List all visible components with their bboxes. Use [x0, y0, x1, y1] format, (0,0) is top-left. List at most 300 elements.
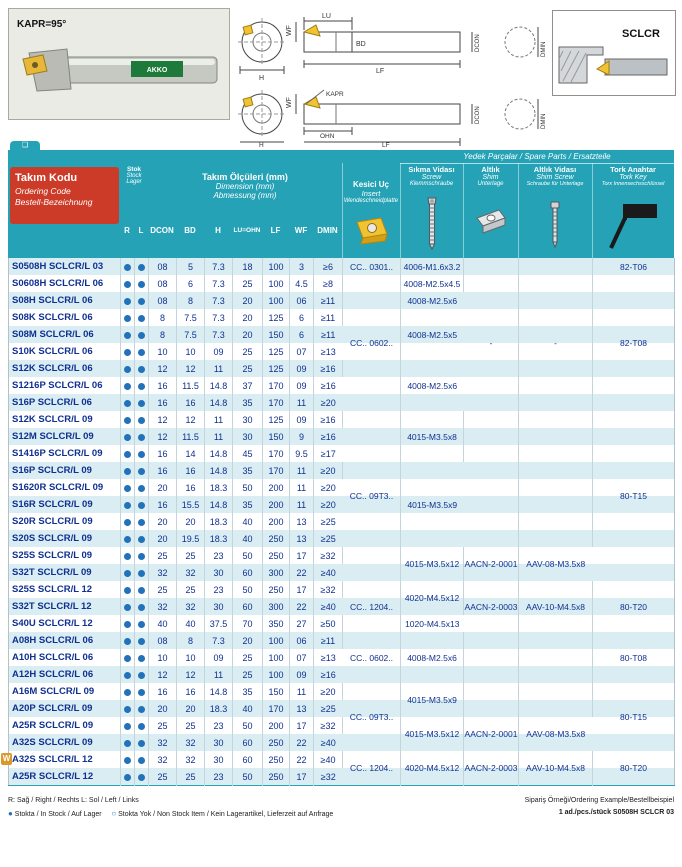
- dim-lf: 125: [263, 411, 290, 428]
- stock-dot: [138, 638, 145, 645]
- stock-dot: [124, 502, 131, 509]
- shim-cell: [464, 258, 519, 275]
- col-dmin: DMIN: [317, 226, 338, 235]
- stock-cell-l: [135, 343, 149, 360]
- tool-photo: [9, 9, 227, 117]
- dim-bd: 12: [177, 360, 205, 377]
- shim-cell: AACN-2-0003: [464, 581, 519, 632]
- screw-cell: 4008-M2.5x5: [407, 329, 458, 340]
- dim-dcon: 8: [149, 326, 177, 343]
- dim-dcon-bottom: DCON: [475, 106, 481, 124]
- table-row: [9, 717, 675, 734]
- dim-h-bottom: H: [259, 142, 264, 148]
- dim-wf: 11: [290, 479, 314, 496]
- dim-h: 11: [205, 428, 233, 445]
- tork-cell: 82-T08: [620, 338, 647, 348]
- stock-dot: [138, 281, 145, 288]
- dim-bd: 11.5: [177, 377, 205, 394]
- ordering-code-tr: Takım Kodu: [15, 172, 78, 184]
- dim-lu: 50: [233, 547, 263, 564]
- tool-code: A10H SCLCR/L 06: [9, 649, 121, 666]
- dim-dcon: 32: [149, 734, 177, 751]
- dim-lf: 170: [263, 462, 290, 479]
- tool-code: S40U SCLCR/L 12: [9, 615, 121, 632]
- stock-dot: [124, 383, 131, 390]
- dim-lf: 150: [263, 326, 290, 343]
- dim-dmin: ≥20: [320, 397, 336, 408]
- stock-cell-r: [121, 394, 135, 411]
- dim-dcon: 32: [149, 598, 177, 615]
- dim-bd: 32: [177, 751, 205, 768]
- dim-h: 14.8: [205, 394, 233, 411]
- insert-cell: CC.. 09T3..: [343, 683, 401, 751]
- stock-cell-l: [135, 564, 149, 581]
- dim-lu: 35: [233, 394, 263, 411]
- tool-code: S08M SCLCR/L 06: [9, 326, 121, 343]
- dim-lf: 100: [263, 649, 290, 666]
- dim-lu: 40: [233, 700, 263, 717]
- dim-wf: 13: [290, 700, 314, 717]
- dim-lu: 50: [233, 717, 263, 734]
- dim-bd: 7.5: [177, 326, 205, 343]
- screw-cell: 4015-M3.5x8: [401, 411, 464, 462]
- dim-bd: 6: [177, 275, 205, 292]
- dim-dcon: 16: [149, 377, 177, 394]
- dim-lf: 150: [263, 428, 290, 445]
- stock-dot: [138, 672, 145, 679]
- dim-dmin: ≥16: [314, 360, 343, 377]
- stock-dot: [138, 315, 145, 322]
- dim-lu: 30: [233, 411, 263, 428]
- shimscrew-cell: AAV-08-M3.5x8: [526, 559, 586, 569]
- dim-wf: 17: [290, 547, 314, 564]
- stock-dot: [138, 366, 145, 373]
- dim-dcon: 20: [149, 700, 177, 717]
- stock-dot: [124, 774, 131, 781]
- tool-code: S08H SCLCR/L 06: [9, 292, 121, 309]
- insert-cell: CC.. 1204..: [343, 581, 401, 632]
- stock-dot: [124, 519, 131, 526]
- dim-dcon: 25: [149, 547, 177, 564]
- dim-wf: 13: [290, 530, 314, 547]
- dim-h: 11: [205, 360, 233, 377]
- dim-lu: 18: [233, 258, 263, 275]
- screw-header: Sıkma Vidası Screw Klemmschraube: [408, 165, 455, 187]
- tool-code: S16R SCLCR/L 09: [9, 496, 121, 513]
- stock-dot: [138, 621, 145, 628]
- tool-code: A12H SCLCR/L 06: [9, 666, 121, 683]
- dim-lf: 170: [263, 377, 290, 394]
- stock-dot: [124, 621, 131, 628]
- dim-dmin: ≥20: [320, 499, 336, 510]
- stock-dot: [138, 332, 145, 339]
- dim-dcon: 08: [149, 632, 177, 649]
- dim-bd: 7.5: [177, 309, 205, 326]
- page-icon: ❏: [21, 142, 29, 149]
- dim-lf: 300: [263, 564, 290, 581]
- screw-cell: 1020-M4.5x13: [405, 618, 460, 629]
- dim-lf: 125: [263, 343, 290, 360]
- dim-wf: 09: [290, 360, 314, 377]
- shim-cell: AACN-2-0003: [464, 751, 519, 786]
- stock-cell-r: [121, 360, 135, 377]
- stock-dot: [124, 451, 131, 458]
- stock-dot: [124, 587, 131, 594]
- dim-wf: 22: [290, 734, 314, 751]
- stock-cell-r: [121, 479, 135, 496]
- dim-h: 09: [205, 343, 233, 360]
- tool-code: A16M SCLCR/L 09: [9, 683, 121, 700]
- stock-cell-r: [121, 530, 135, 547]
- stock-dot: [124, 706, 131, 713]
- dim-bd: 15.5: [177, 496, 205, 513]
- insert-header: Kesici Uç Insert Wendeschneidplatte: [343, 180, 399, 204]
- sclcr-label: SCLCR: [622, 28, 660, 40]
- stock-cell-l: [135, 394, 149, 411]
- stock-dot: [138, 417, 145, 424]
- tool-code: A08H SCLCR/L 06: [9, 632, 121, 649]
- stock-cell-r: [121, 683, 135, 700]
- tork-cell: 80-T15: [620, 712, 647, 722]
- dim-wf: 9.5: [290, 445, 314, 462]
- tool-code: S0508H SCLCR/L 03: [9, 258, 121, 275]
- dim-lu: 35: [233, 496, 263, 513]
- dim-lu: 20: [233, 632, 263, 649]
- stock-cell-r: [121, 547, 135, 564]
- stock-dot: [138, 400, 145, 407]
- dim-wf: 13: [290, 513, 314, 530]
- stock-cell-r: [121, 632, 135, 649]
- stock-cell-l: [135, 666, 149, 683]
- dim-bd: 19.5: [177, 530, 205, 547]
- dim-lu: 25: [233, 666, 263, 683]
- stock-dot: [124, 757, 131, 764]
- tork-cell: 80-T08: [620, 652, 647, 663]
- dim-lu: 45: [233, 445, 263, 462]
- dim-dcon: 20: [149, 479, 177, 496]
- dim-h: 11: [205, 411, 233, 428]
- insert-cell: CC.. 09T3..: [343, 411, 401, 581]
- dim-lu: 40: [233, 513, 263, 530]
- stock-cell-l: [135, 309, 149, 326]
- dim-lf: 150: [263, 683, 290, 700]
- dim-lu: 20: [233, 326, 263, 343]
- stock-dot: [124, 332, 131, 339]
- table-row: [9, 632, 675, 649]
- dim-lf: 250: [263, 768, 290, 786]
- dim-bd: 12: [177, 666, 205, 683]
- stock-legend: [8, 809, 333, 818]
- dim-wf: 11: [290, 683, 314, 700]
- insert-cell: CC.. 0301..: [343, 258, 401, 275]
- dim-lf: 250: [263, 734, 290, 751]
- table-header: [8, 142, 674, 258]
- dim-lf: 170: [263, 394, 290, 411]
- dim-h: 14.8: [205, 462, 233, 479]
- stock-cell-r: [121, 751, 135, 768]
- dim-lu: 60: [233, 598, 263, 615]
- dim-lu: 25: [233, 360, 263, 377]
- w-badge: W: [2, 754, 11, 763]
- dim-lf: 100: [263, 666, 290, 683]
- dim-dmin: ≥32: [320, 771, 336, 782]
- screw-cell: 4020-M4.5x12: [401, 581, 464, 615]
- stock-cell-l: [135, 768, 149, 786]
- dim-dcon: 16: [149, 496, 177, 513]
- dim-h: 7.3: [205, 258, 233, 275]
- dim-wf: 11: [290, 394, 314, 411]
- dim-bd: 32: [177, 734, 205, 751]
- dim-lf: 100: [263, 258, 290, 275]
- stock-dot: [138, 570, 145, 577]
- dim-bd: 16: [177, 462, 205, 479]
- dim-dcon: 08: [149, 275, 177, 292]
- dim-h: 23: [205, 717, 233, 734]
- tool-code: S16P SCLCR/L 06: [9, 394, 121, 411]
- dim-dmin: ≥40: [320, 567, 336, 578]
- dim-wf: 17: [290, 581, 314, 598]
- dim-dmin: ≥11: [321, 329, 336, 340]
- stock-cell-r: [121, 598, 135, 615]
- stock-cell-r: [121, 496, 135, 513]
- dim-wf: 22: [290, 564, 314, 581]
- dim-dcon: 16: [149, 394, 177, 411]
- stock-cell-l: [135, 496, 149, 513]
- screw-cell: 4015-M3.5x12: [401, 717, 464, 751]
- tool-code: S12K SCLCR/L 09: [9, 411, 121, 428]
- dim-lf: 250: [263, 547, 290, 564]
- stock-dot: [124, 553, 131, 560]
- dim-dmin: ≥20: [314, 683, 343, 700]
- ordering-code-header: [10, 167, 119, 224]
- tool-code: S25S SCLCR/L 09: [9, 547, 121, 564]
- dim-bd: 32: [177, 598, 205, 615]
- tork-key-icon: [592, 198, 674, 257]
- ordering-code-de: Bestell-Bezeichnung: [15, 197, 93, 208]
- dim-h: 23: [205, 581, 233, 598]
- dim-bd: 20: [177, 513, 205, 530]
- stock-dot: [138, 502, 145, 509]
- dim-dcon: 32: [149, 751, 177, 768]
- stock-header: Stok Stock Lager: [126, 166, 142, 185]
- stock-cell-l: [135, 292, 149, 309]
- dim-bd: 5: [177, 258, 205, 275]
- shimscrew-cell: [519, 411, 593, 547]
- in-stock-label: Stokta / In Stock / Auf Lager: [14, 811, 102, 818]
- dim-dcon: 20: [149, 513, 177, 530]
- dim-dmin: ≥32: [314, 717, 343, 734]
- dim-lf: 250: [263, 751, 290, 768]
- stock-dot: [138, 434, 145, 441]
- stock-cell-l: [135, 581, 149, 598]
- tool-code: A32S SCLCR/L 09: [9, 734, 121, 751]
- stock-dot: [138, 468, 145, 475]
- screw-cell: 4015-M3.5x9: [401, 683, 464, 717]
- dim-wf: 06: [290, 632, 314, 649]
- stock-cell-l: [135, 360, 149, 377]
- dim-dmin: ≥20: [320, 482, 336, 493]
- stock-cell-r: [121, 309, 135, 326]
- stock-dot: [138, 553, 145, 560]
- stock-cell-r: [121, 377, 135, 394]
- stock-cell-l: [135, 445, 149, 462]
- dim-lu: 60: [233, 751, 263, 768]
- dim-lf: 350: [263, 615, 290, 632]
- dim-dmin: ≥32: [314, 581, 343, 598]
- dim-wf: 17: [290, 768, 314, 786]
- stock-dot: [124, 349, 131, 356]
- col-bd: BD: [184, 226, 196, 235]
- dim-h: 18.3: [205, 700, 233, 717]
- stock-dot: [138, 723, 145, 730]
- dim-bd: BD: [356, 41, 366, 48]
- shim-screw-icon: [518, 200, 592, 255]
- dim-lf: 250: [263, 581, 290, 598]
- table-row: [9, 547, 675, 564]
- dim-h: 14.8: [205, 445, 233, 462]
- col-r: R: [124, 226, 130, 235]
- stock-cell-r: [121, 734, 135, 751]
- stock-dot: [138, 485, 145, 492]
- stock-cell-l: [135, 275, 149, 292]
- dim-bd: 25: [177, 581, 205, 598]
- dim-bd: 14: [177, 445, 205, 462]
- shimscrew-cell: [519, 632, 593, 717]
- dim-dcon: 08: [149, 292, 177, 309]
- dim-lf: 100: [263, 292, 290, 309]
- screw-cell: 4008-M2.5x6: [407, 295, 458, 306]
- stock-dot: [124, 298, 131, 305]
- tork-cell: 80-T20: [620, 763, 647, 773]
- stock-dot: [138, 519, 145, 526]
- shim-cell: -: [464, 275, 519, 411]
- dim-dcon-top: DCON: [475, 34, 481, 52]
- stock-cell-l: [135, 547, 149, 564]
- stock-cell-l: [135, 649, 149, 666]
- tool-code: S10K SCLCR/L 06: [9, 343, 121, 360]
- dim-bd: 16: [177, 394, 205, 411]
- brand-label: AKKO: [146, 67, 168, 74]
- stock-cell-l: [135, 479, 149, 496]
- dim-h: 18.3: [205, 513, 233, 530]
- dim-dcon: 8: [149, 309, 177, 326]
- dim-lf: 200: [263, 513, 290, 530]
- spare-parts-banner: Yedek Parçalar / Spare Parts / Ersatzteile: [400, 150, 674, 164]
- dim-dcon: 25: [149, 768, 177, 786]
- shimscrew-cell: -: [519, 275, 593, 411]
- dim-dmin: ≥40: [320, 737, 336, 748]
- stock-dot: [124, 536, 131, 543]
- dim-lf: 200: [263, 717, 290, 734]
- dim-lf: 170: [263, 445, 290, 462]
- dim-lf: 100: [263, 275, 290, 292]
- dim-dcon: 20: [149, 530, 177, 547]
- dim-dmin: ≥20: [314, 462, 343, 479]
- stock-cell-l: [135, 683, 149, 700]
- col-lu-ohn: LU=OHN: [233, 227, 261, 234]
- shim-cell: AACN-2-0001: [464, 717, 519, 751]
- stock-dot: [138, 655, 145, 662]
- screw-icon: [400, 196, 463, 257]
- stock-cell-r: [121, 513, 135, 530]
- stock-cell-l: [135, 598, 149, 615]
- stock-dot: [138, 383, 145, 390]
- dim-dcon: 16: [149, 445, 177, 462]
- stock-cell-l: [135, 258, 149, 275]
- dim-lu: 50: [233, 581, 263, 598]
- dim-lf-bottom: LF: [382, 142, 390, 148]
- dim-lu: 50: [233, 768, 263, 786]
- stock-cell-l: [135, 462, 149, 479]
- tork-cell: 80-T15: [620, 491, 647, 501]
- dim-dcon: 16: [149, 683, 177, 700]
- ordering-code-en: Ordering Code: [15, 185, 71, 196]
- dim-lf: 100: [263, 632, 290, 649]
- screw-cell: 4008-M2.5x6: [407, 380, 458, 391]
- dim-wf: 09: [290, 377, 314, 394]
- screw-cell: 4006-M1.6x3.2: [401, 258, 464, 275]
- dim-wf: 07: [290, 343, 314, 360]
- stock-dot: [124, 655, 131, 662]
- catalog-table-body: [2, 258, 675, 786]
- stock-dot: [124, 604, 131, 611]
- tool-photo-box: [8, 8, 230, 120]
- stock-dot: [124, 723, 131, 730]
- dim-h: 18.3: [205, 479, 233, 496]
- stock-dot: [124, 638, 131, 645]
- stock-cell-r: [121, 700, 135, 717]
- dim-dcon: 10: [149, 343, 177, 360]
- stock-dot: [124, 740, 131, 747]
- stock-cell-l: [135, 428, 149, 445]
- dim-wf: 27: [290, 615, 314, 632]
- dim-h: 23: [205, 768, 233, 786]
- dim-lu: 70: [233, 615, 263, 632]
- tool-code: S08K SCLCR/L 06: [9, 309, 121, 326]
- tool-code: S12K SCLCR/L 06: [9, 360, 121, 377]
- ordering-table: [2, 258, 675, 786]
- stock-cell-r: [121, 343, 135, 360]
- dim-dmin: ≥32: [314, 547, 343, 564]
- table-row: [9, 258, 675, 275]
- dim-dmin: ≥16: [320, 431, 336, 442]
- shimscrew-cell: [519, 258, 593, 275]
- dim-bd: 16: [177, 683, 205, 700]
- shim-icon: [463, 206, 518, 243]
- dim-dcon: 10: [149, 649, 177, 666]
- stock-dot: [138, 774, 145, 781]
- tool-code: S32T SCLCR/L 09: [9, 564, 121, 581]
- stock-cell-r: [121, 292, 135, 309]
- dim-bd: 40: [177, 615, 205, 632]
- dim-lu: 35: [233, 683, 263, 700]
- dim-wf: 09: [290, 411, 314, 428]
- screw-cell: 4008-M2.5x4.5: [401, 275, 464, 292]
- dim-dmin: ≥16: [320, 669, 336, 680]
- dim-wf: 9: [290, 428, 314, 445]
- stock-dot: [124, 366, 131, 373]
- stock-dot: [124, 400, 131, 407]
- dim-lu: 25: [233, 649, 263, 666]
- dim-h: 7.3: [205, 292, 233, 309]
- dim-h: 14.8: [205, 683, 233, 700]
- stock-dot: [138, 264, 145, 271]
- stock-cell-l: [135, 717, 149, 734]
- col-dcon: DCON: [150, 226, 174, 235]
- dim-dmin: ≥8: [314, 275, 343, 292]
- table-row: [9, 751, 675, 768]
- dim-dcon: 12: [149, 411, 177, 428]
